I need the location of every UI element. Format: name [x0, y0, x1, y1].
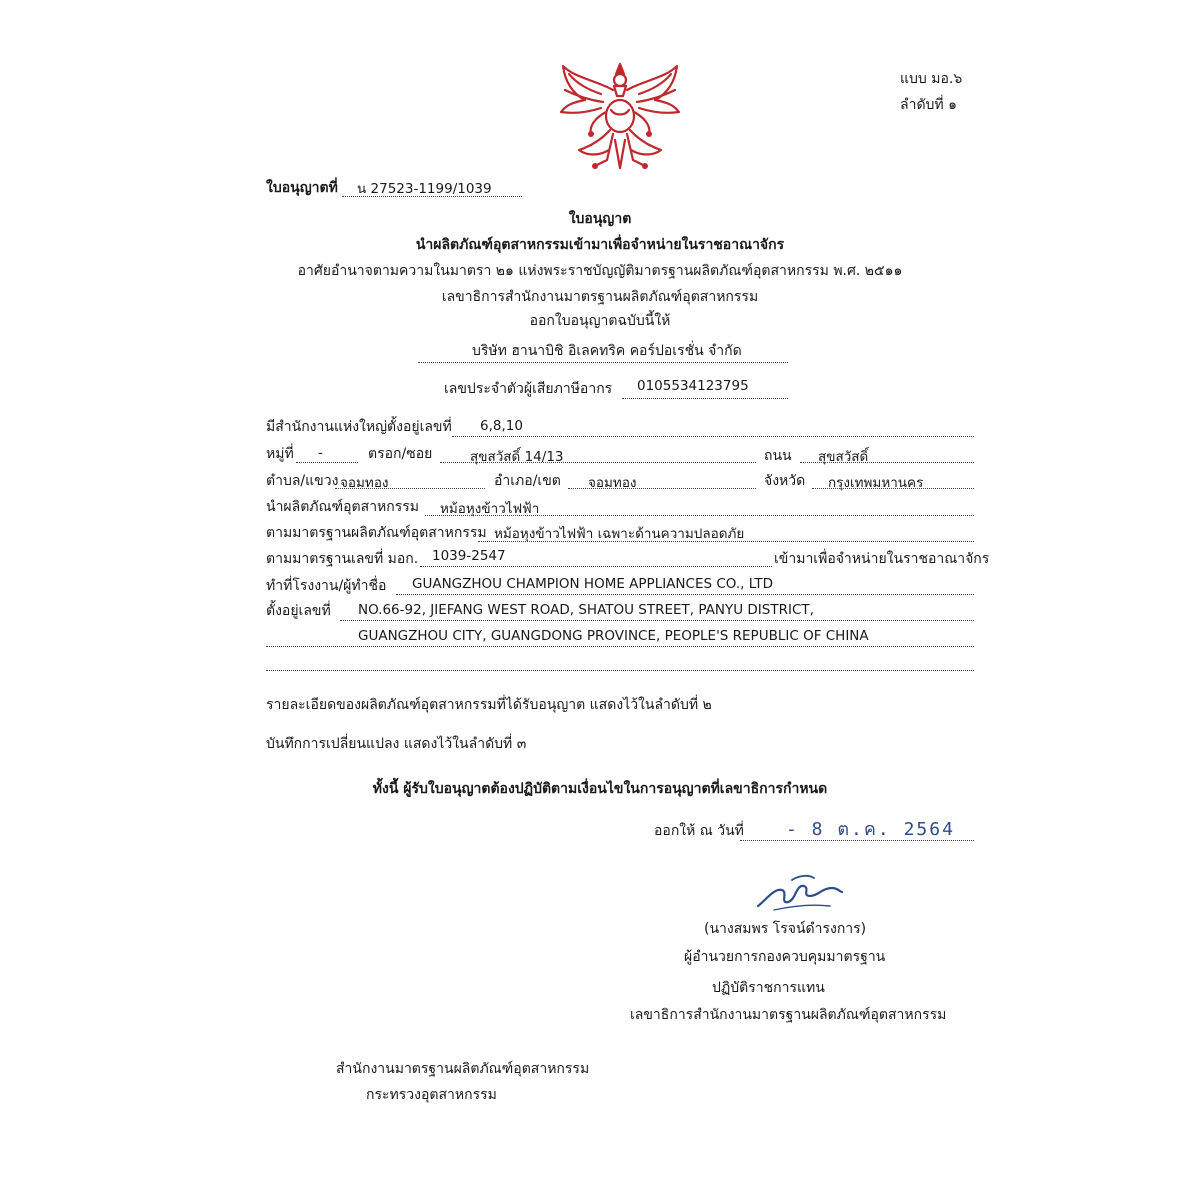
import-product-line	[425, 515, 974, 516]
signatory-title: เลขาธิการสำนักงานมาตรฐานผลิตภัณฑ์อุตสาหกรรม	[630, 1007, 947, 1023]
location-dotted-1	[340, 620, 974, 621]
soi-label: ตรอก/ซอย	[368, 446, 433, 462]
company-name-line	[418, 362, 788, 363]
tambon-value: จอมทอง	[340, 475, 389, 491]
standard-line	[478, 541, 974, 542]
road-line	[800, 462, 974, 463]
moo-line	[296, 462, 358, 463]
blank-dotted-line	[266, 670, 974, 671]
issue-date-stamp: - 8 ต.ค. 2564	[786, 819, 955, 840]
tax-id-value: 0105534123795	[637, 378, 749, 394]
license-number-value: น 27523-1199/1039	[357, 181, 492, 197]
tambon-label: ตำบล/แขวง	[266, 473, 339, 489]
standard-value: หม้อหุงข้าวไฟฟ้า เฉพาะด้านความปลอดภัย	[494, 526, 745, 542]
tis-line	[420, 566, 772, 567]
location-dotted-2	[266, 646, 974, 647]
document-subtitle: นำผลิตภัณฑ์อุตสาหกรรมเข้ามาเพื่อจำหน่ายในราชอาณาจักร	[415, 237, 785, 253]
changes-note: บันทึกการเปลี่ยนแปลง แสดงไว้ในลำดับที่ ๓	[266, 736, 527, 752]
condition-note: ทั้งนี้ ผู้รับใบอนุญาตต้องปฏิบัติตามเงื่อนไขในการอนุญาตที่เลขาธิการกำหนด	[372, 781, 828, 797]
issue-line: ออกใบอนุญาตฉบับนี้ให้	[529, 313, 671, 329]
location-label: ตั้งอยู่เลขที่	[266, 603, 331, 619]
signatory-position: ผู้อำนวยการกองควบคุมมาตรฐาน	[684, 949, 886, 965]
hq-line	[452, 436, 974, 437]
license-number-label: ใบอนุญาตที่	[266, 180, 338, 196]
road-value: สุขสวัสดิ์	[818, 449, 869, 465]
location-line-1: NO.66-92, JIEFANG WEST ROAD, SHATOU STREET, PANYU DISTRICT,	[358, 602, 814, 618]
maker-value: GUANGZHOU CHAMPION HOME APPLIANCES CO., LTD	[412, 576, 774, 592]
issue-date-label: ออกให้ ณ วันที่	[654, 823, 744, 839]
province-value: กรุงเทพมหานคร	[828, 475, 924, 491]
tis-suffix: เข้ามาเพื่อจำหน่ายในราชอาณาจักร	[774, 551, 990, 567]
issue-date-line	[740, 840, 974, 841]
hq-label: มีสำนักงานแห่งใหญ่ตั้งอยู่เลขที่	[266, 419, 452, 435]
garuda-emblem	[555, 60, 685, 172]
moo-label: หมู่ที่	[266, 446, 294, 462]
authority-line: อาศัยอำนาจตามความในมาตรา ๒๑ แห่งพระราชบัญญัติมาตรฐานผลิตภัณฑ์อุตสาหกรรม พ.ศ. ๒๕๑๑	[297, 263, 903, 279]
hq-value: 6,8,10	[480, 418, 523, 434]
moo-value: -	[318, 445, 323, 461]
standard-label: ตามมาตรฐานผลิตภัณฑ์อุตสาหกรรม	[266, 525, 487, 541]
import-product-value: หม้อหุงข้าวไฟฟ้า	[440, 501, 540, 517]
province-label: จังหวัด	[764, 473, 806, 489]
secretary-line: เลขาธิการสำนักงานมาตรฐานผลิตภัณฑ์อุตสาหกรรม	[441, 289, 759, 305]
tax-id-label: เลขประจำตัวผู้เสียภาษีอากร	[444, 381, 613, 397]
sequence-number: ลำดับที่ ๑	[900, 97, 957, 113]
form-code: แบบ มอ.๖	[900, 71, 963, 87]
tax-id-line	[622, 398, 788, 399]
soi-line	[440, 462, 756, 463]
maker-line	[396, 594, 974, 595]
document-title: ใบอนุญาต	[568, 211, 632, 227]
amphoe-label: อำเภอ/เขต	[494, 473, 561, 489]
road-label: ถนน	[764, 448, 792, 464]
province-line	[812, 488, 974, 489]
signatory-name: (นางสมพร โรจน์ดำรงการ)	[704, 921, 867, 937]
company-name: บริษัท ฮานาบิชิ อิเลคทริค คอร์ปอเรชั่น จำกัด	[472, 343, 742, 359]
amphoe-value: จอมทอง	[588, 475, 637, 491]
tambon-line	[335, 488, 485, 489]
location-line-2: GUANGZHOU CITY, GUANGDONG PROVINCE, PEOPLE'S REPUBLIC OF CHINA	[358, 628, 869, 644]
office-name: สำนักงานมาตรฐานผลิตภัณฑ์อุตสาหกรรม	[336, 1061, 590, 1077]
signatory-acting: ปฏิบัติราชการแทน	[712, 980, 825, 996]
maker-label: ทำที่โรงงาน/ผู้ทำชื่อ	[266, 578, 387, 594]
amphoe-line	[568, 488, 756, 489]
soi-value: สุขสวัสดิ์ 14/13	[470, 449, 564, 465]
import-product-label: นำผลิตภัณฑ์อุตสาหกรรม	[266, 499, 420, 515]
details-note: รายละเอียดของผลิตภัณฑ์อุตสาหกรรมที่ได้รับอนุญาต แสดงไว้ในลำดับที่ ๒	[266, 697, 712, 713]
tis-label: ตามมาตรฐานเลขที่ มอก.	[266, 551, 419, 567]
tis-value: 1039-2547	[432, 548, 506, 564]
license-number-line	[342, 196, 522, 197]
signature	[752, 866, 848, 914]
ministry-name: กระทรวงอุตสาหกรรม	[366, 1087, 497, 1103]
